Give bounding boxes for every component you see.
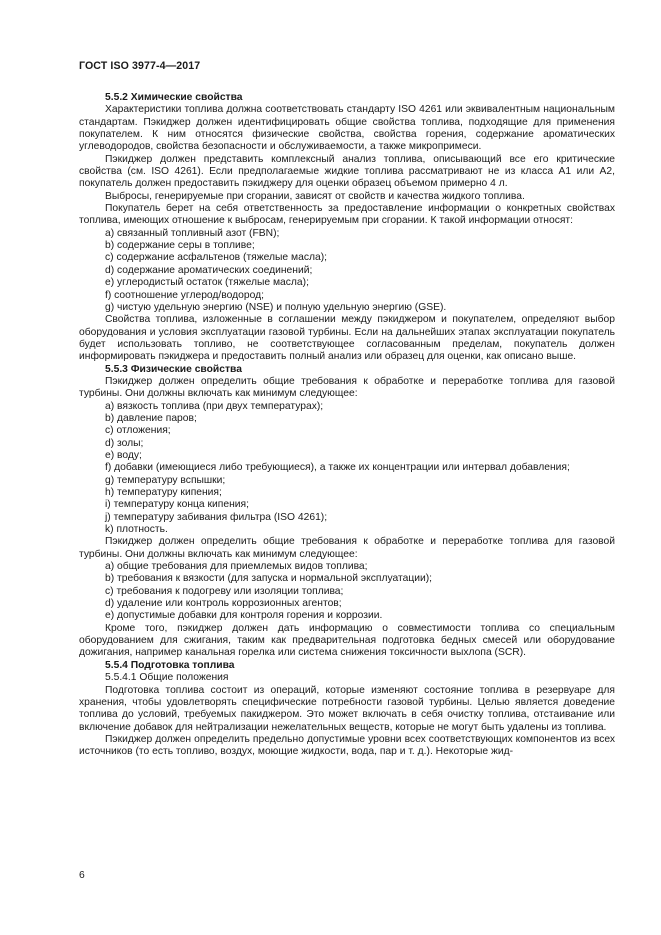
section-heading: 5.5.4 Подготовка топлива [105,659,235,671]
list-item: c) содержание асфальтенов (тяжелые масла); [105,252,327,264]
list-item: c) отложения; [105,425,171,437]
paragraph: Кроме того, пэкиджер должен дать информацию о совместимости топлива со специальным оборудованием для сжигания, таким как предварительная подготовка бедных смесей или оборудование дожигания, например канальная горелка или система снижения токсичности выхлопа (SCR). [79,622,615,659]
list-item: j) температуру забивания фильтра (ISO 4261); [105,511,328,523]
paragraph: Выбросы, генерируемые при сгорании, зависят от свойств и качества жидкого топлива. [105,190,525,202]
list-item: f) соотношение углерод/водород; [105,289,264,301]
list-item: b) содержание серы в топливе; [105,240,255,252]
list-item: d) удаление или контроль коррозионных агентов; [105,598,342,610]
document-body [79,92,615,759]
paragraph: Пэкиджер должен определить общие требования к обработке и переработке топлива для газовой турбины. Они должны включать как минимум следующее: [79,375,615,400]
paragraph: Свойства топлива, изложенные в соглашении между пэкиджером и покупателем, определяют выбор оборудования и условия эксплуатации газовой турбины. Если на дальнейших этапах эксплуатации покупатель будет использовать топливо, не соответствующее согласованным пределам, покупатель должен информировать пэкиджера и предоставить полный анализ или образец для оценки, как описано выше. [79,314,615,363]
list-item: g) чистую удельную энергию (NSE) и полную удельную энергию (GSE). [105,301,447,313]
paragraph: Пэкиджер должен определить предельно допустимые уровни всех соответствующих компонентов из всех источников (то есть топливо, воздух, моющие жидкости, вода, пар и т. д.). Некоторые жид- [79,733,615,758]
list-item: e) воду; [105,449,142,461]
list-item: b) требования к вязкости (для запуска и нормальной эксплуатации); [105,573,433,585]
list-item: h) температуру кипения; [105,487,222,498]
list-item: a) общие требования для приемлемых видов топлива; [105,561,368,573]
subsection-heading: 5.5.4.1 Общие положения [105,672,229,684]
paragraph: Пэкиджер должен определить общие требования к обработке и переработке топлива для газовой турбины. Они должны включать как минимум следующее: [79,536,615,560]
list-item: i) температуру конца кипения; [105,499,249,511]
paragraph: Подготовка топлива состоит из операций, которые изменяют состояние топлива в резервуаре для хранения, чтобы удовлетворять специфические потребности газовой турбины. Целью является доведение топлива до условий, требуемых пакиджером. Это может включать в себя очистку топлива, отстаивание или включение добавок для нейтрализации нежелательных веществ, которые не могут быть удалены из топлива. [79,684,615,733]
list-item: c) требования к подогреву или изоляции топлива; [105,585,344,597]
list-item: b) давление паров; [105,412,197,424]
list-item: a) вязкость топлива (при двух температурах); [105,400,324,412]
page-number: 6 [79,870,85,881]
list-item: d) содержание ароматических соединений; [105,264,313,276]
paragraph: Покупатель берет на себя ответственность за предоставление информации о конкретных свойствах топлива, имеющих отношение к выбросам, генерируемым при сгорании. К такой информации относят: [79,203,615,227]
list-item: f) добавки (имеющиеся либо требующиеся), а также их концентрации или интервал добавления; [105,462,570,474]
list-item: g) температуру вспышки; [105,474,226,486]
paragraph: Пэкиджер должен представить комплексный анализ топлива, описывающий все его критические свойства (см. ISO 4261). Если предполагаемые жидкие топлива рассматривают не из класса A1 или A2, покупатель должен предоставить пэкиджеру для оценки образец объемом примерно 4 л. [79,153,615,190]
list-item: e) допустимые добавки для контроля горения и коррозии. [105,610,383,622]
document-header: ГОСТ ISO 3977-4—2017 [79,60,201,72]
section-heading: 5.5.2 Химические свойства [105,92,243,103]
list-item: e) углеродистый остаток (тяжелые масла); [105,277,309,289]
list-item: d) золы; [105,437,144,449]
paragraph: Характеристики топлива должна соответствовать стандарту ISO 4261 или эквивалентным национальным стандартам. Пэкиджер должен идентифицировать общие свойства топлива, подходящие для применения покупателем. К ним относятся физические свойства, свойства горения, содержание ароматических углеводородов, свойства безопасности и обслуживаемости, а также микропримеси. [79,104,615,153]
list-item: a) связанный топливный азот (FBN); [105,227,280,239]
list-item: k) плотность. [105,524,168,536]
section-heading: 5.5.3 Физические свойства [105,363,242,375]
